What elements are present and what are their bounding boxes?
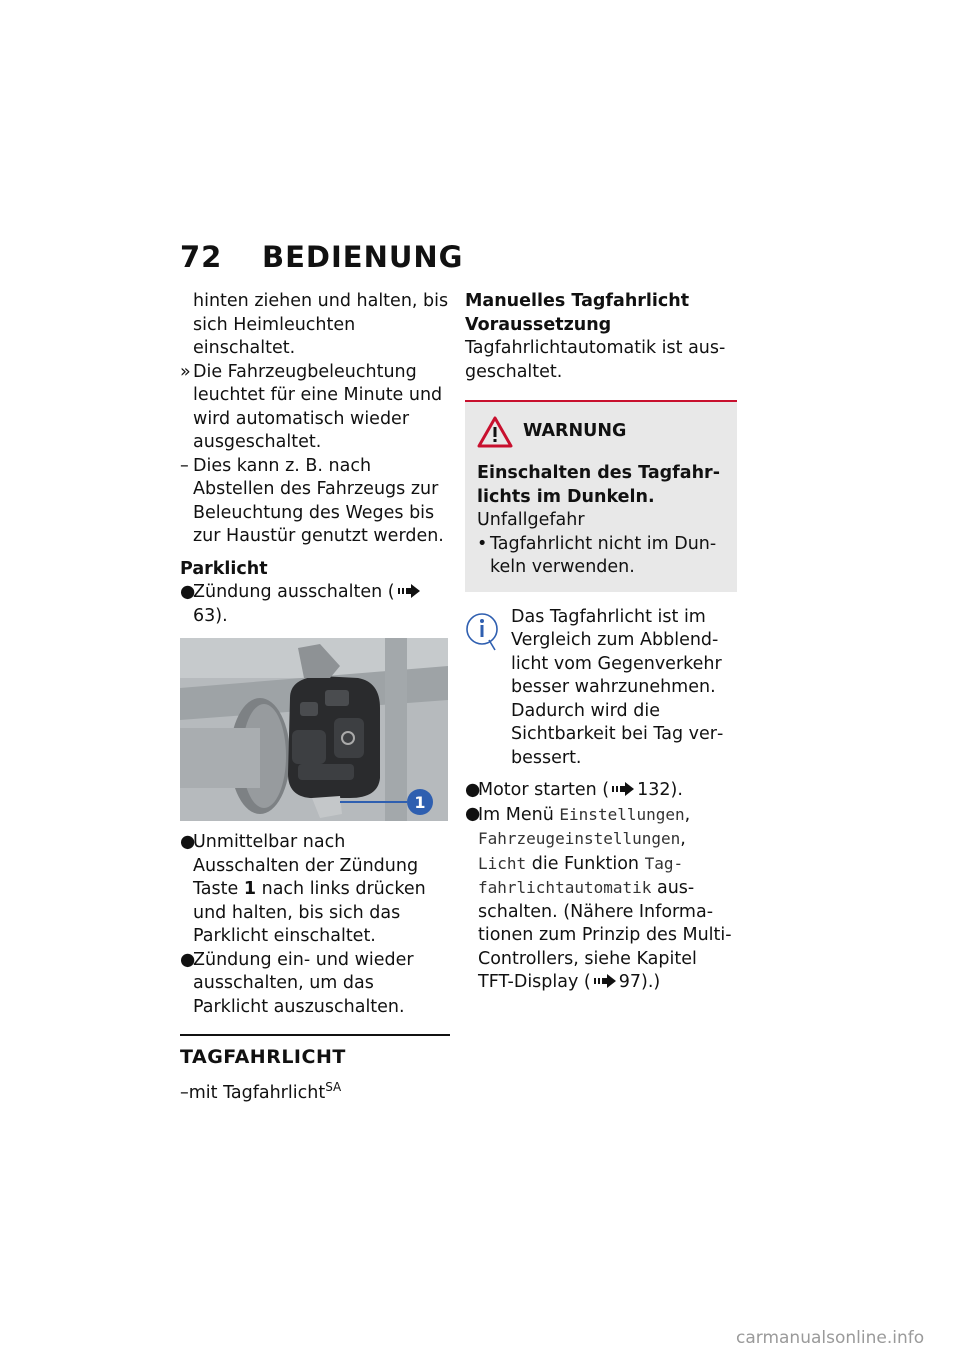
menu-path-settings: Einstellungen <box>559 804 685 824</box>
step-text-end: ). <box>215 605 228 626</box>
equipment-superscript: SA <box>325 1079 342 1094</box>
warning-title <box>477 416 725 448</box>
equipment-line <box>180 1076 450 1105</box>
page-reference: 63 <box>193 605 216 626</box>
key-reference: 1 <box>243 879 257 899</box>
menu-function-daylight-auto: Tagfahrlichtautomatik <box>478 853 684 897</box>
page-reference-arrow-icon <box>611 782 635 796</box>
menu-path-light: Licht <box>478 853 527 873</box>
watermark: carmanualsonline.info <box>736 1328 925 1348</box>
manual-daylight-heading: Manuelles Tagfahrlicht <box>465 291 690 311</box>
page-reference-arrow-icon <box>397 584 421 598</box>
page-reference: 97 <box>618 972 642 992</box>
warning-risk: Unfallgefahr <box>477 510 585 530</box>
warning-bullet-text: Tagfahrlicht nicht im Dunkeln verwenden. <box>490 533 717 577</box>
separator: , <box>680 829 686 849</box>
result-item <box>180 361 450 455</box>
step-item <box>180 949 450 1020</box>
info-text: Das Tagfahrlicht ist im Vergleich zum Abblendlicht vom Gegenverkehr besser wahrzunehmen. Dadurch wird die Sichtbarkeit bei Tag verbessert. <box>511 606 724 768</box>
warning-triangle-icon <box>477 416 513 448</box>
result-marker: » <box>180 361 191 382</box>
separator: , <box>684 804 691 825</box>
bullet-icon: ● <box>180 949 196 970</box>
menu-path-vehicle-settings: Fahrzeugeinstellungen <box>478 829 681 848</box>
equipment-text: –mit Tagfahrlicht <box>180 1082 326 1103</box>
prerequisite-text: Tagfahrlichtautomatik ist ausgeschaltet. <box>465 338 726 382</box>
chapter-title: BEDIENUNG <box>262 240 464 274</box>
warning-bullet <box>477 533 725 580</box>
bullet-icon: ● <box>180 832 196 852</box>
note-item <box>180 455 450 549</box>
page-number: 72 <box>180 240 223 274</box>
bullet-icon: ● <box>465 803 481 824</box>
right-column <box>465 290 737 995</box>
page-header <box>180 240 463 274</box>
section-divider <box>180 1034 450 1036</box>
step-text: Zündung ein- und wieder ausschalten, um das Parklicht auszuschalten. <box>193 949 414 1017</box>
bullet-icon: ● <box>180 582 196 602</box>
handlebar-switch-figure <box>180 638 448 821</box>
info-block <box>465 606 737 771</box>
prerequisite-heading: Voraussetzung <box>465 314 612 335</box>
section-title: TAGFAHRLICHT <box>180 1046 346 1068</box>
bullet-icon: • <box>477 533 488 554</box>
left-column <box>180 290 450 1105</box>
step-text: Zündung ausschalten ( <box>193 582 395 602</box>
note-text: Dies kann z. B. nach Abstellen des Fahrzeugs zur Beleuchtung des Weges bis zur Haustür genutzt werden. <box>193 455 444 546</box>
bullet-icon: ● <box>465 780 481 800</box>
step-item <box>180 581 450 628</box>
step-text-end: ).) <box>641 972 661 992</box>
warning-box <box>465 402 737 592</box>
step-text-cont: ausschalten. (Nähere Informationen zum Prinzip des Multi-Controllers, siehe Kapitel TFT-Display ( <box>478 878 732 992</box>
step-item <box>180 831 450 949</box>
step-item <box>465 779 737 803</box>
parklicht-heading: Parklicht <box>180 558 268 579</box>
step-item <box>465 803 737 995</box>
step-text: Unmittelbar nach Ausschalten der Zündung Taste <box>193 832 419 899</box>
info-icon <box>465 612 499 652</box>
step-text-end: ). <box>670 780 683 800</box>
warning-heading: Einschalten des Tagfahrlichts im Dunkeln. <box>477 463 720 507</box>
result-text: Die Fahrzeugbeleuchtung leuchtet für eine Minute und wird automatisch wieder ausgeschaltet. <box>193 361 443 452</box>
step-text: Motor starten ( <box>478 780 610 800</box>
dash-marker: – <box>180 455 189 476</box>
step-text-mid: die Funktion <box>531 853 639 874</box>
warning-label: WARNUNG <box>523 421 627 442</box>
figure-callout-1: 1 <box>414 793 426 812</box>
step-text-cont: nach links drücken und halten, bis sich das Parklicht einschaltet. <box>193 879 426 946</box>
paragraph-home-light: hinten ziehen und halten, bis sich Heimleuchten einschaltet. <box>193 291 449 358</box>
step-text: Im Menü <box>478 804 554 825</box>
page-reference-arrow-icon <box>593 974 617 988</box>
page-reference: 132 <box>637 780 671 800</box>
